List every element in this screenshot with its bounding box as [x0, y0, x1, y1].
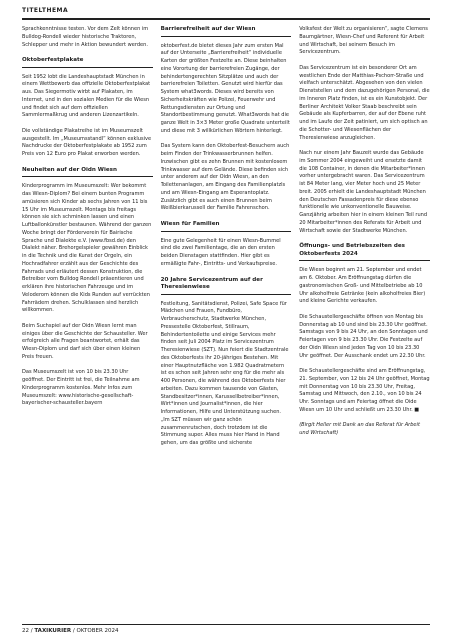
paragraph: Die Wiesn beginnt am 21. September und endet am 6. Oktober. Am Eröffnungstag dürfen die gastronomischen Groß- und Mittelbetriebe ab 10 Uhr alkoholfreie Getränke (kein alkoholfreies Bier) und kleine Gerichte verkaufen.: [299, 267, 426, 305]
footer: [22, 628, 119, 634]
paragraph: Das System kann den Oktoberfest-Besuchern auch beim Finden der Trinkwasserbrunnen helfen. Inzwischen gibt es zehn Brunnen mit kostenlosem Trinkwasser auf dem Gelände. Diese befinden sich unter anderem auf der Oidn Wiesn, an den Toilettenanlagen, am Eingang des Familienplatzls und am Wiesn-Eingang am Esperantoplatz. Zusätzlich gibt es auch einen Brunnen beim Weißbierkarussell der Familie Fahrenschon.: [160, 143, 290, 212]
paragraph: Die Schaustellergeschäfte öffnen von Montag bis Donnerstag ab 10 und sind bis 23.30 Uhr geöffnet. Samstags von 9 bis 24 Uhr, an den Sonntagen und Feiertagen von 9 bis 23.30 Uhr. Die Festzelte auf der Oidn Wiesn sind jeden Tag von 10 bis 23.30 Uhr geöffnet. Der Ausschank endet um 22.30 Uhr.: [299, 313, 428, 359]
paragraph-last: [299, 368, 430, 415]
subheading-neuheiten: Neuheiten auf der Oidn Wiesn: [22, 167, 153, 178]
paragraph: Sprachkenntnisse testen. Vor dem Zelt können im Bulldog-Rondell wieder historische Traktoren, Schlepper und mehr in Aktion bewundert werden.: [22, 26, 149, 48]
subheading-familien: Wiesn für Familien: [161, 221, 292, 232]
paragraph: Beim Suchspiel auf der Oidn Wiesn lernt man einiges über die Geschichte der Schausteller. Wer erfolgreich alle Fragen beantwortet, erhält das Wiesn-Diplom und darf sich über einen kleinen Preis freuen.: [22, 322, 148, 360]
subheading-servicezentrum: 20 Jahre Servicezentrum auf der Theresienwiese: [161, 277, 292, 295]
paragraph: Eine gute Gelegenheit für einen Wiesn-Bummel sind die zwei Familientage, die an den ersten beiden Dienstagen stattfinden. Hier gibt es ermäßigte Fahr-, Eintritts- und Verkaufspreise.: [160, 237, 281, 267]
subheading-plakate: Oktoberfestplakate: [22, 57, 153, 68]
footer-separator: /: [30, 628, 33, 634]
column-3: [299, 26, 430, 616]
author-note: (Birgit Heller mit Dank an das Referat für Arbeit und Wirtschaft): [299, 422, 420, 436]
magazine-name: TAXIKURIER: [34, 628, 72, 634]
paragraph: Festleitung, Sanitätsdienst, Polizei, Safe Space für Mädchen und Frauen, Fundbüro, Verbraucherschutz, Stadtwerke München, Pressestelle Oktoberfest, Stillraum, Behindertentoilette und einige Services mehr finden seit Juli 2004 Platz im Servicezentrum Theresienwiese (SZT). Nun feiert die Stadtzentrale des Oktoberfests ihr 20-jähriges Bestehen. Mit einer Hauptnutzfläche von 1.982 Quadratmetern ist es schon seit Jahren sehr eng für die mehr als 400 Personen, die während des Oktoberfests hier arbeiten. Dazu kommen tausende von Gästen, Standbesitzer*innen, Karussellbetreiber*innen, Wirt*innen und Journalist*innen, die hier Informationen, Hilfe und Unterstützung suchen. „Im SZT müssen wir ganz schön zusammenrutschen, doch trotzdem ist die Stimmung super. Alles muss hier Hand in Hand gehen, um das größte und sicherste: [160, 300, 289, 446]
paragraph: Kinderprogramm im Museumszelt: Wer bekommt das Wiesn-Diplom? Bei einem bunten Programm amüsieren sich Kinder ab sechs Jahren von 11 bis 15 Uhr im Museumszelt. Montags bis freitags können sie sich schminken lassen und einen Luftballonkünstler bestaunen. Während der ganzen Woche bringt der Förderverein für Bairische Sprache und Dialekte e.V. (www.fbsd.de) den Dialekt näher. Brehorgelspieler gewähren Einblick in die Technik und die Kunst der Orgeln, ein Hochradfahrer erzählt aus der Geschichte des Fahrrads und erläutert dessen Konstruktion, die Betreiber vom Bulldog Rondell präsentieren und erklären ihre historischen Fahrzeuge und im Veloderom können die Kids Runden auf verrückten Fahrrädern drehen. Schulklassen sind herzlich willkommen.: [22, 183, 152, 314]
paragraph: oktoberfest.de bietet dieses Jahr zum ersten Mal auf der Unterseite „Barrierefreiheit“ individuelle Karten der größten Festzelte an. Diese beinhalten eine Vorortung der barrierefreien Zugänge, der behindertengerechten Sitzplätze und auch der barrierefreien Toiletten. Genutzt wird hierfür das System what3words. Dieses wird bereits von Sicherheitskräften wie Polizei, Feuerwehr und Rettungsdiensten zur Ortung und Standortbestimmung genutzt. What3words hat die ganze Welt in 3×3 Meter große Quadrate unterteilt und diese mit 3 willkürlichen Wörtern hinterlegt.: [160, 42, 290, 134]
end-mark-icon: ■: [414, 406, 420, 413]
page-number: 22: [22, 628, 29, 634]
paragraph: Das Museumszelt ist von 10 bis 23.30 Uhr geöffnet. Der Eintritt ist frei, die Teilnahme am Kinderprogramm kostenlos. Mehr Infos zum Museumszelt: www.historische-gesellschaft-bayerischer-schausteller.bayern: [22, 369, 140, 407]
section-rubric: TITELTHEMA: [22, 7, 69, 14]
footer-separator: /: [72, 628, 75, 634]
paragraph: Die vollständige Plakatreihe ist im Museumszelt ausgestellt. Im „Museumsstandl“ können exklusive Nachdrucke der Oktoberfestplakate ab 1952 zum Preis von 12 Euro pro Plakat erworben werden.: [22, 127, 152, 157]
subheading-oeffnungszeiten: Öffnungs- und Betriebszeiten des Oktoberfests 2024: [299, 243, 430, 261]
paragraph: Das Servicezentrum ist ein besonderer Ort am westlichen Ende der Matthias-Pschorr-Straße und vielfach unterschätzt. Abgesehen von den vielen Dienststellen und dem dazugehörigen Personal, die im Inneren Platz finden, ist es ein Kunstobjekt. Der Berliner Architekt Volker Staab beschreibt sein Gebäude als Kupferbarren, der auf der Ebene ruht und im Laufe der Zeit patiniert, um sich optisch an die Schotter- und Wiesenflächen der Theresienwiese anzugleichen.: [299, 64, 430, 141]
subheading-barrierefreiheit: Barrierefreiheit auf der Wiesn: [161, 26, 292, 37]
article-body: [22, 26, 430, 616]
column-2: [161, 26, 292, 616]
footer-rule: [22, 624, 430, 625]
paragraph: Volksfest der Welt zu organisieren“, sagte Clemens Baumgärtner, Wiesn-Chef und Referent für Arbeit und Wirtschaft, bei seinem Besuch im Servicezentrum.: [299, 26, 428, 56]
issue-date: OKTOBER 2024: [76, 628, 119, 634]
header-rule: [22, 18, 430, 20]
paragraph: Nach nur einem Jahr Bauzeit wurde das Gebäude im Sommer 2004 eingeweiht und ersetzte damit die 108 Container, in denen die Mitarbeiter*innen vorher untergebracht waren. Das Servicezentrum ist 84 Meter lang, vier Meter hoch und 25 Meter breit. 2005 erhielt die Landeshauptstadt München den Deutschen Fassadenpreis für diese ebenso funktionelle wie unkonventionelle Bauweise. Ganzjährig arbeiten hier in einem kleinen Teil rund 20 Mitarbeiter*innen des Referats für Arbeit und Wirtschaft sowie der Stadtwerke München.: [299, 150, 428, 234]
column-1: [22, 26, 153, 616]
paragraph-text: Die Schaustellergeschäfte sind am Eröffnungstag, 21. September, von 12 bis 24 Uhr geöffnet, Montag mit Donnerstag von 10 bis 23.30 Uhr, Freitag, Samstag und Mittwoch, den 2.10., von 10 bis 24 Uhr. Sonntags und am Feiertag öffnet die Oide Wiesn um 10 Uhr und schließt um 23.30 Uhr.: [299, 368, 430, 413]
paragraph: Seit 1952 lobt die Landeshauptstadt München in einem Wettbewerb das offizielle Oktoberfestplakat aus. Das Siegermotiv wirbt auf Plakaten, im Internet, und in den sozialen Medien für die Wiesn und findet sich auf dem offiziellen Sammlermaßkrug und anderen Lizenzartikeln.: [22, 73, 151, 119]
